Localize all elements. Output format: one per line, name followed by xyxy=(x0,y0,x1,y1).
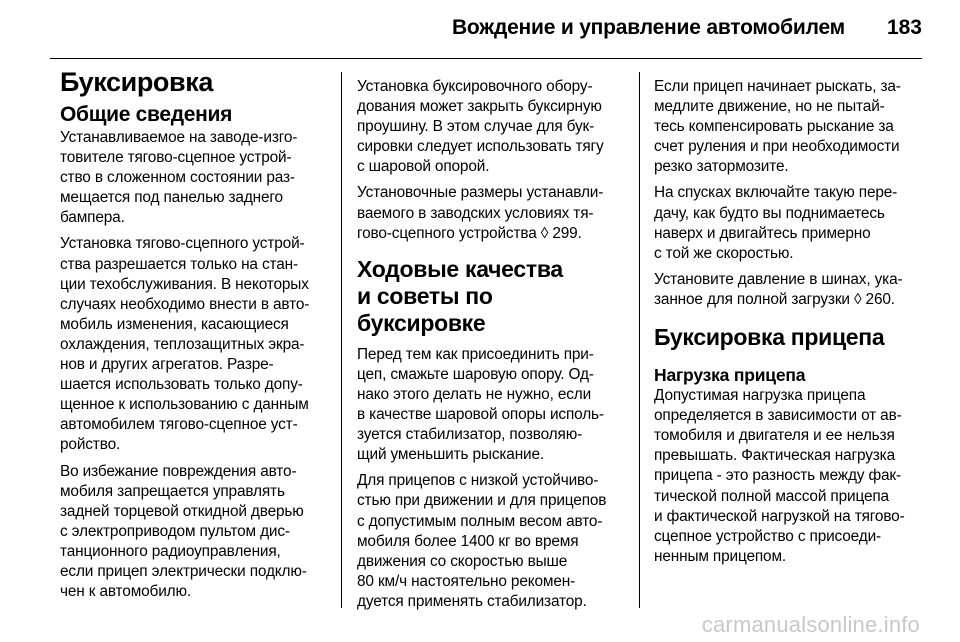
paragraph: Устанавливаемое на заводе-изго- товителе тягово-сцепное устрой- ство в сложенном состоянии раз- мещается под панелью заднего бампера. xyxy=(60,129,298,227)
paragraph: Для прицепов с низкой устойчиво- стью при движении и для прицепов с допустимым полным весом авто- мобиля более 1400 кг во время движения со скоростью выше 80 км/ч настоятельно рекомен- дуется применять стабилизатор. xyxy=(357,472,607,610)
column-2 xyxy=(357,77,625,618)
section-heading-towing: Буксировка xyxy=(60,67,213,97)
page-header xyxy=(0,0,960,58)
paragraph: Установите давление в шинах, ука- занное для полной загрузки ◊ 260. xyxy=(654,270,903,308)
watermark: carmanualsonline.info xyxy=(701,612,920,637)
column-1 xyxy=(60,66,328,608)
section-heading-trailer-towing: Буксировка прицепа xyxy=(654,324,885,351)
header-divider xyxy=(50,58,922,59)
subsection-heading-trailer-load: Нагрузка прицепа xyxy=(654,365,806,386)
paragraph: Перед тем как присоединить при- цеп, смажьте шаровую опору. Од- нако этого делать не нужно, если в качестве шаровой опоры исполь- зуется стабилизатор, позволяю- щий уменьшить рыскание. xyxy=(357,345,604,464)
paragraph: Установка буксировочного обору- дования может закрыть буксирную проушину. В этом случае для бук- сировки следует использовать тягу с шаровой опорой. xyxy=(357,78,604,176)
paragraph: Установка тягово-сцепного устрой- ства разрешается только на стан- ции техобслуживания. В некоторых случаях необходимо внести в авто- мобиль изменения, касающиеся охлаждения, теплозащитных экра- нов и других агрегатов. Разре- шается использовать только допу- щенное к использованию с данным автомобилем тягово-сцепное уст- ройство. xyxy=(60,235,310,454)
section-heading-driving-tips: Ходовые качества и советы по буксировке xyxy=(357,255,563,336)
column-3 xyxy=(654,77,922,573)
paragraph: Установочные размеры устанавли- ваемого в заводских условиях тя- гово-сцепного устройства ◊ 299. xyxy=(357,184,604,242)
column-divider-2 xyxy=(639,72,640,608)
subsection-heading-general: Общие сведения xyxy=(60,103,233,126)
paragraph: На спусках включайте такую пере- дачу, как будто вы поднимаетесь наверх и двигайтесь примерно с той же скоростью. xyxy=(654,184,898,262)
page-number: 183 xyxy=(886,16,922,39)
paragraph: Во избежание повреждения авто- мобиля запрещается управлять задней торцевой откидной дверью с электроприводом пультом дис- танционного радиоуправления, если прицеп электрически подклю- чен к автомобилю. xyxy=(60,462,307,601)
column-divider-1 xyxy=(341,72,342,608)
paragraph: Допустимая нагрузка прицепа определяется в зависимости от ав- томобиля и двигателя и ее нельзя превышать. Фактическая нагрузка прицепа - это разность между фак- тической полной массой прицепа и фактической нагрузкой на тягово- сцепное устройство с присоеди- ненным прицепом. xyxy=(654,387,905,565)
running-header-title: Вождение и управление автомобилем xyxy=(451,16,845,39)
paragraph: Если прицеп начинает рыскать, за- медлите движение, но не пытай- тесь компенсировать рыскание за счет руления и при необходимости резко затормозите. xyxy=(654,78,901,176)
